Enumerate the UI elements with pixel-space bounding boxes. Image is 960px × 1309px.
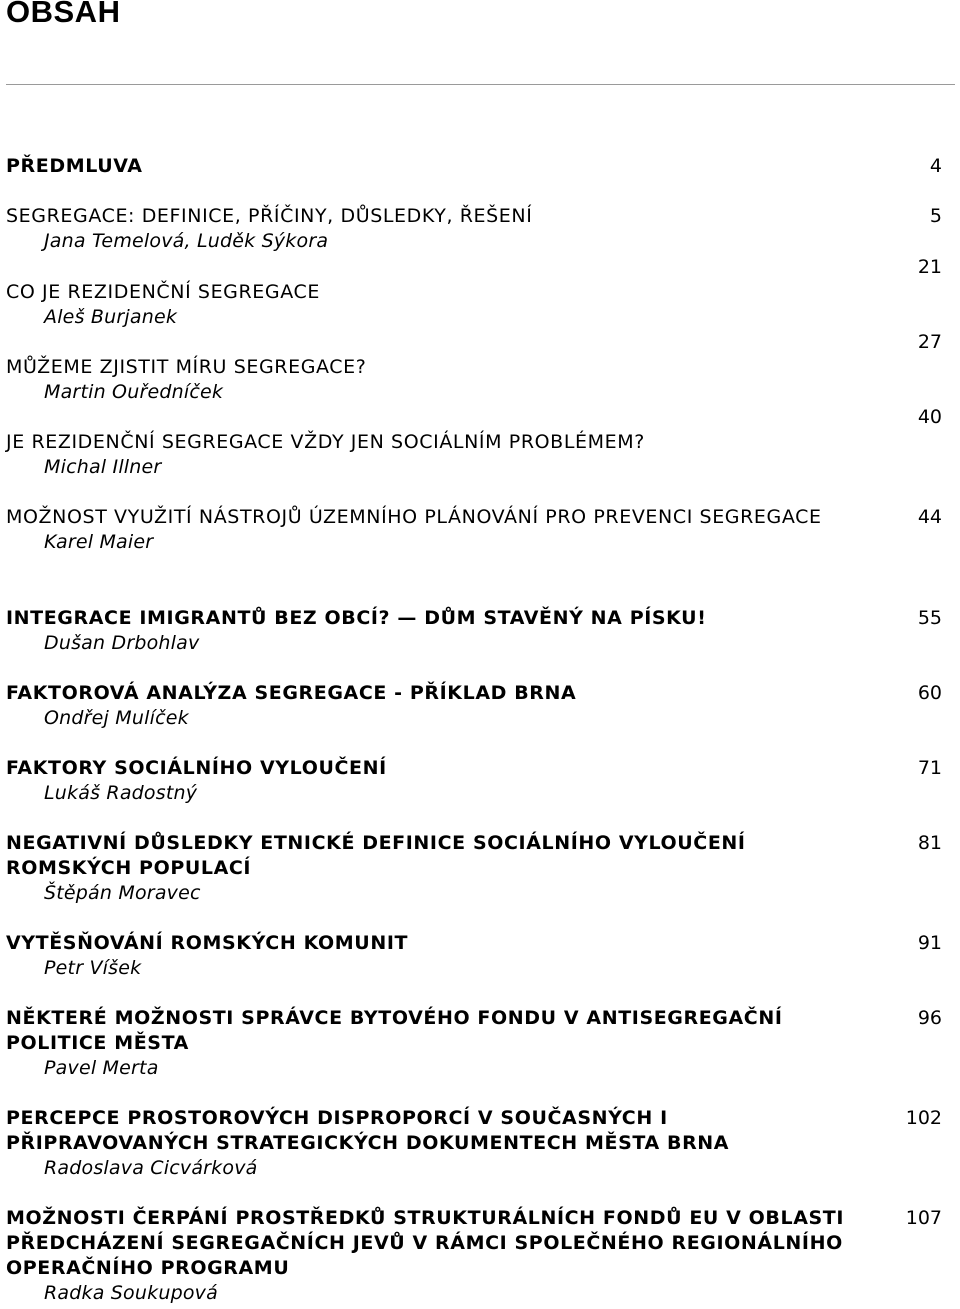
entry-page: 107 (905, 1207, 942, 1229)
entry-page: 55 (917, 607, 942, 629)
entry-page: 60 (917, 682, 942, 704)
entry-title: VYTĚSŇOVÁNÍ ROMSKÝCH KOMUNIT (6, 932, 409, 954)
toc-entry[interactable] (6, 204, 942, 254)
entry-title: FAKTORY SOCIÁLNÍHO VYLOUČENÍ (6, 757, 387, 779)
toc-entry[interactable] (6, 1006, 942, 1081)
entry-title: JE REZIDENČNÍ SEGREGACE VŽDY JEN SOCIÁLNÍM PROBLÉMEM? (6, 431, 645, 453)
entry-author: Michal Illner (44, 456, 162, 478)
entry-title: PŘEDMLUVA (6, 155, 143, 177)
entry-page: 71 (917, 757, 942, 779)
entry-page: 5 (929, 205, 942, 227)
toc-entry-preface[interactable] (6, 154, 942, 179)
entry-author: Ondřej Mulíček (44, 707, 189, 729)
entry-title: INTEGRACE IMIGRANTŮ BEZ OBCÍ? — DŮM STAVĚNÝ NA PÍSKU! (6, 607, 707, 629)
entry-author: Petr Víšek (44, 957, 142, 979)
toc-entry[interactable] (6, 256, 942, 330)
entry-author: Karel Maier (44, 531, 154, 553)
entry-title: NĚKTERÉ MOŽNOSTI SPRÁVCE BYTOVÉHO FONDU V ANTISEGREGAČNÍ POLITICE MĚSTA (6, 1007, 783, 1054)
page-title: OBSAH (6, 0, 121, 29)
entry-author: Aleš Burjanek (44, 306, 178, 328)
entry-title: NEGATIVNÍ DŮSLEDKY ETNICKÉ DEFINICE SOCIÁLNÍHO VYLOUČENÍ ROMSKÝCH POPULACÍ (6, 832, 746, 879)
entry-title: FAKTOROVÁ ANALÝZA SEGREGACE - PŘÍKLAD BRNA (6, 682, 577, 704)
entry-author: Radka Soukupová (44, 1282, 218, 1304)
entry-author: Lukáš Radostný (44, 782, 198, 804)
toc-entry[interactable] (6, 831, 942, 906)
toc-entry[interactable] (6, 406, 942, 480)
toc-entry[interactable] (6, 756, 942, 806)
entry-author: Martin Ouředníček (44, 381, 224, 403)
entry-author: Štěpán Moravec (44, 882, 201, 904)
toc-entry[interactable] (6, 331, 942, 405)
entry-page: 27 (917, 331, 942, 353)
entry-title: CO JE REZIDENČNÍ SEGREGACE (6, 281, 320, 303)
header-divider (6, 84, 955, 85)
toc-entry[interactable] (6, 931, 942, 981)
toc-entry[interactable] (6, 1206, 942, 1306)
entry-page: 96 (917, 1007, 942, 1029)
entry-title: MOŽNOSTI ČERPÁNÍ PROSTŘEDKŮ STRUKTURÁLNÍCH FONDŮ EU V OBLASTI PŘEDCHÁZENÍ SEGREGAČNÍCH JEVŮ V RÁMCI SPOLEČNÉHO REGIONÁLNÍHO OPERAČNÍHO PROGRAMU (6, 1207, 845, 1279)
toc-entry[interactable] (6, 505, 942, 555)
entry-author: Jana Temelová, Luděk Sýkora (44, 230, 329, 252)
entry-page: 44 (917, 506, 942, 528)
toc-entry[interactable] (6, 1106, 942, 1181)
entry-title: MŮŽEME ZJISTIT MÍRU SEGREGACE? (6, 356, 367, 378)
entry-page: 81 (917, 832, 942, 854)
entry-title: PERCEPCE PROSTOROVÝCH DISPROPORCÍ V SOUČASNÝCH I PŘIPRAVOVANÝCH STRATEGICKÝCH DOKUMENTECH MĚSTA BRNA (6, 1107, 730, 1154)
entry-author: Dušan Drbohlav (44, 632, 200, 654)
entry-author: Pavel Merta (44, 1057, 159, 1079)
toc-entry[interactable] (6, 606, 942, 656)
toc-entry[interactable] (6, 681, 942, 731)
entry-title: MOŽNOST VYUŽITÍ NÁSTROJŮ ÚZEMNÍHO PLÁNOVÁNÍ PRO PREVENCI SEGREGACE (6, 506, 822, 528)
entry-author: Radoslava Cicvárková (44, 1157, 258, 1179)
entry-title: SEGREGACE: DEFINICE, PŘÍČINY, DŮSLEDKY, ŘEŠENÍ (6, 205, 533, 227)
entry-page: 102 (905, 1107, 942, 1129)
entry-page: 4 (929, 155, 942, 177)
entry-page: 91 (917, 932, 942, 954)
entry-page: 40 (917, 406, 942, 428)
entry-page: 21 (917, 256, 942, 278)
